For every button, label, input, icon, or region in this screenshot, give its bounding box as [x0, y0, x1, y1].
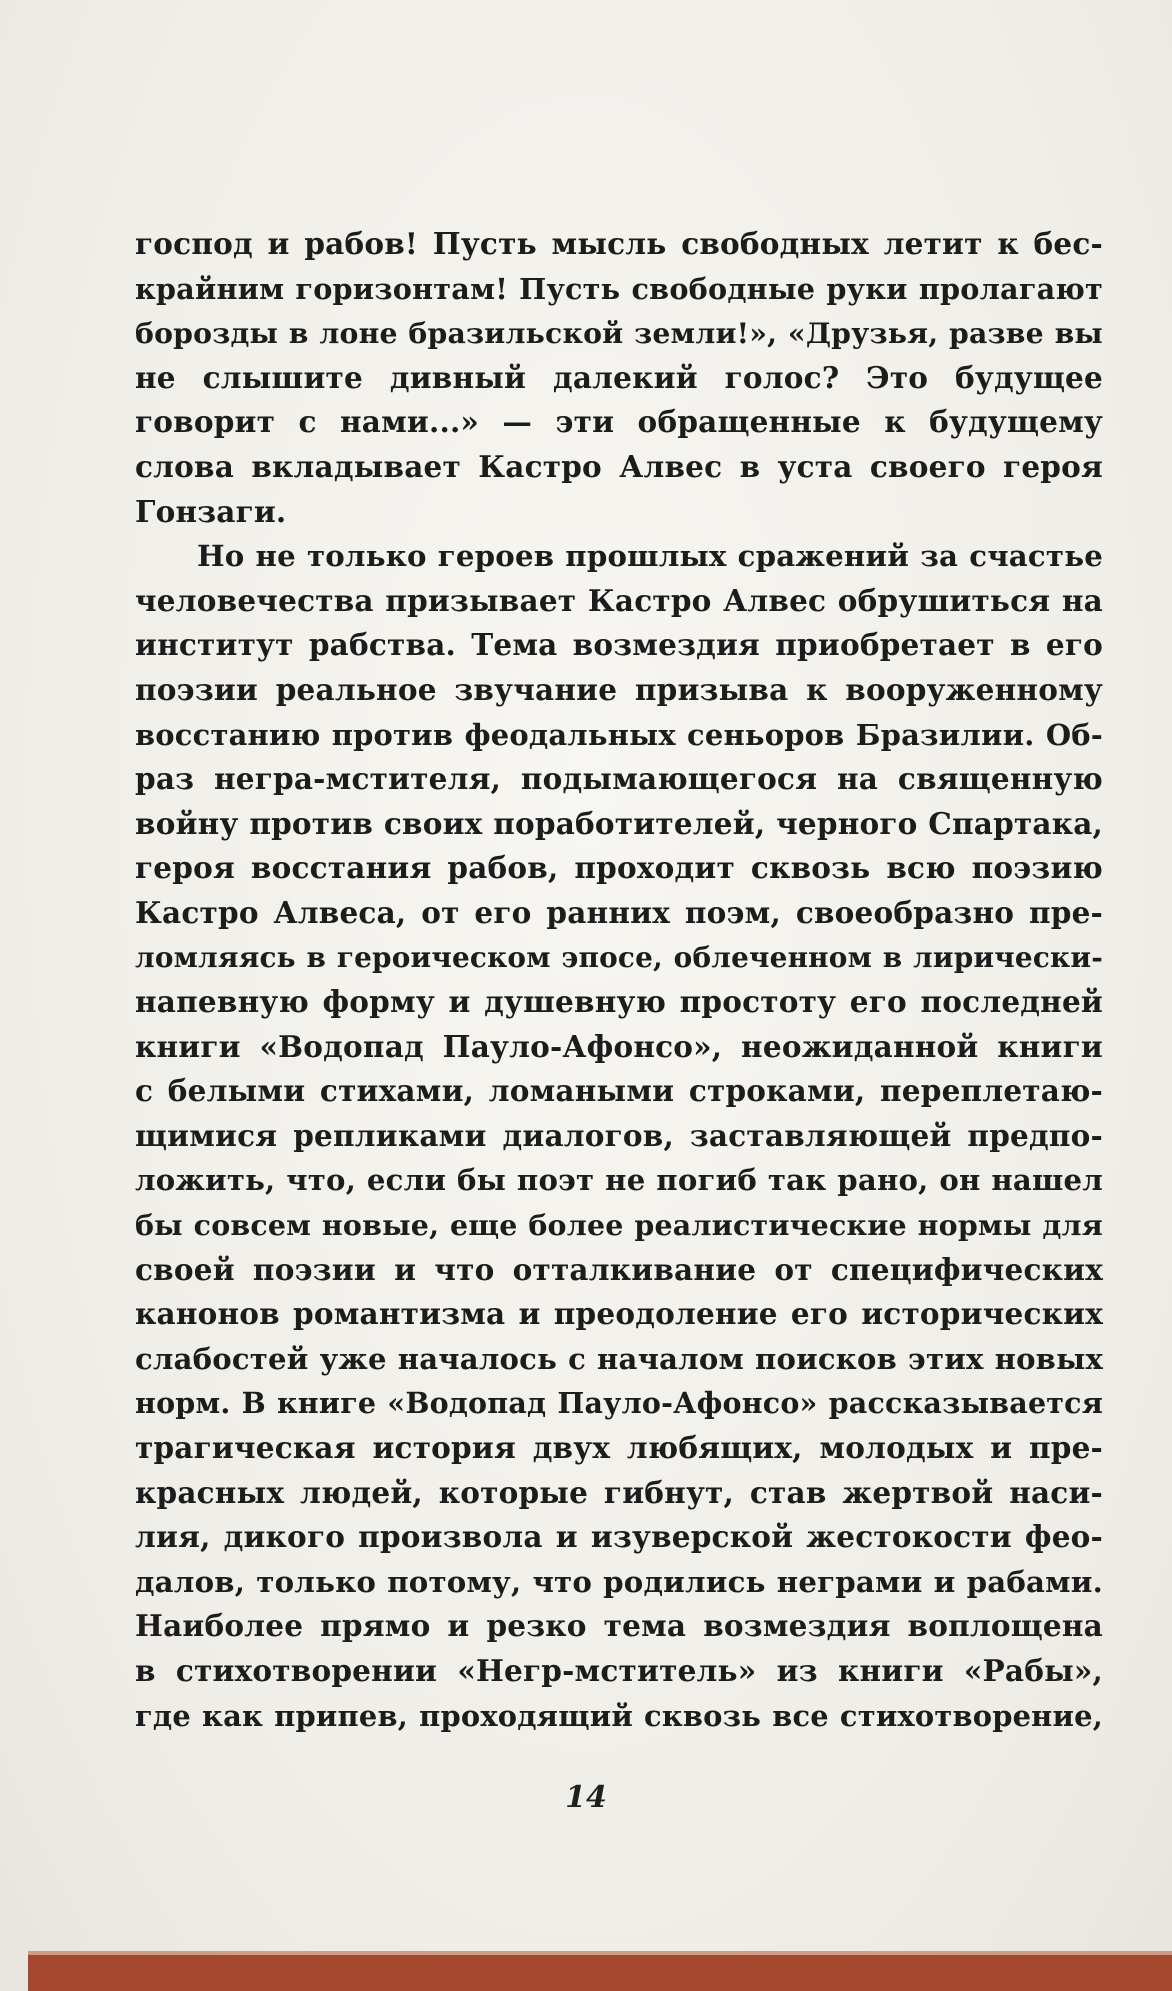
- text-line: господ и рабов! Пусть мысль свободных летит к бес-: [135, 226, 1103, 261]
- text-line: щимися репликами диалогов, заставляющей предпо-: [135, 1117, 1103, 1153]
- text-line: Гонзаги.: [135, 493, 287, 529]
- text-line: героя восстания рабов, проходит сквозь всю поэзию: [135, 850, 1103, 886]
- text-line: слабостей уже началось с началом поисков этих новых: [135, 1341, 1103, 1376]
- text-line: лия, дикого произвола и изуверской жестокости фео-: [135, 1519, 1103, 1555]
- text-line: ломляясь в героическом эпосе, облеченном в лирически-: [135, 940, 1103, 974]
- text-line: напевную форму и душевную простоту его последней: [135, 984, 1103, 1020]
- text-line: красных людей, которые гибнут, став жертвой наси-: [135, 1474, 1103, 1510]
- text-line: трагическая история двух любящих, молодых и пре-: [135, 1430, 1103, 1466]
- text-line: в стихотворении «Негр-мститель» из книги «Рабы»,: [135, 1653, 1103, 1688]
- text-line: где как припев, проходящий сквозь все стихотворение,: [135, 1698, 1103, 1733]
- paragraph-2: [135, 534, 1103, 1738]
- text-line: крайним горизонтам! Пусть свободные руки пролагают: [135, 271, 1103, 306]
- text-line: слова вкладывает Кастро Алвес в уста своего героя: [135, 448, 1103, 484]
- paragraph-1: [135, 222, 1103, 534]
- text-line: раз негра-мстителя, подымающегося на священную: [135, 761, 1103, 797]
- text-line: с белыми стихами, ломаными строками, переплетаю-: [135, 1073, 1103, 1109]
- text-line: ложить, что, если бы поэт не погиб так рано, он нашел: [135, 1163, 1103, 1198]
- text-line: поэзии реальное звучание призыва к вооруженному: [135, 671, 1103, 707]
- text-line: канонов романтизма и преодоление его исторических: [135, 1296, 1103, 1332]
- text-line: бы совсем новые, еще более реалистические нормы для: [135, 1208, 1103, 1243]
- body-text: [135, 222, 1103, 1738]
- bottom-color-band: [28, 1955, 1172, 1991]
- text-line: войну против своих поработителей, черного Спартака,: [135, 805, 1103, 841]
- text-line: восстанию против феодальных сеньоров Бразилии. Об-: [135, 717, 1103, 752]
- text-line: Кастро Алвеса, от его ранних поэм, своеобразно пре-: [135, 894, 1103, 930]
- text-line: говорит с нами...» — эти обращенные к будущему: [135, 404, 1103, 440]
- text-line: борозды в лоне бразильской земли!», «Друзья, разве вы: [135, 316, 1103, 351]
- text-line: своей поэзии и что отталкивание от специфических: [135, 1251, 1103, 1287]
- text-line: Наиболее прямо и резко тема возмездия воплощена: [135, 1608, 1103, 1644]
- text-line: человечества призывает Кастро Алвес обрушиться на: [135, 582, 1103, 618]
- text-line: Но не только героев прошлых сражений за счастье: [197, 539, 1103, 574]
- text-line: книги «Водопад Пауло-Афонсо», неожиданной книги: [135, 1028, 1103, 1064]
- text-line: далов, только потому, что родились неграми и рабами.: [135, 1564, 1103, 1599]
- text-line: норм. В книге «Водопад Пауло-Афонсо» рассказывается: [135, 1386, 1103, 1421]
- page-number: 14: [565, 1780, 607, 1815]
- text-line: институт рабства. Тема возмездия приобретает в его: [135, 627, 1103, 663]
- text-line: не слышите дивный далекий голос? Это будущее: [135, 359, 1103, 395]
